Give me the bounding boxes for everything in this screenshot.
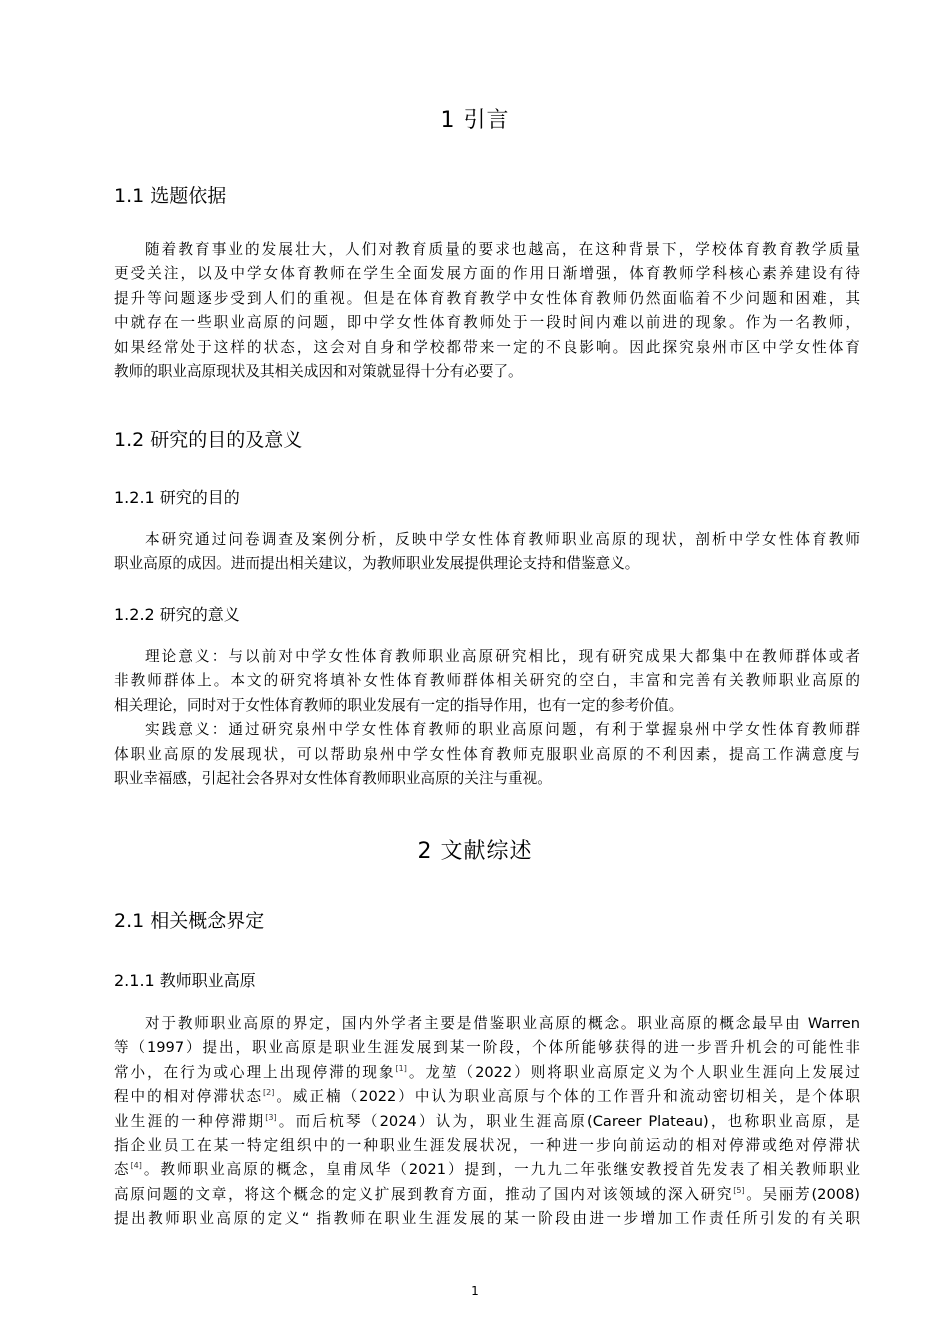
section-2-1-1-paragraph <box>114 1012 860 1232</box>
citation-ref[interactable]: [2] <box>263 1088 275 1098</box>
section-2-1-1-title: 2.1.1 教师职业高原 <box>114 971 256 990</box>
text-line: 指企业员工在某一特定组织中的一种职业生涯发展状况，一种进一步向前运动的相对停滞或绝对停滞状 <box>114 1136 860 1154</box>
text-line: 更受关注，以及中学女体育教师在学生全面发展方面的作用日渐增强，体育教师学科核心素养建设有待 <box>114 265 860 283</box>
text-line <box>114 1183 860 1207</box>
text-line: 随着教育事业的发展壮大，人们对教育质量的要求也越高，在这种背景下，学校体育教育教学质量 <box>145 241 860 258</box>
text-segment: 常小，在行为或心理上出现停滞的现象 <box>114 1063 396 1081</box>
text-segment: 。吴丽芳(2008) <box>744 1185 860 1203</box>
text-line: 教师的职业高原现状及其相关成因和对策就显得十分有必要了。 <box>114 362 523 380</box>
text-segment: 。龙堃（2022）则将职业高原定义为个人职业生涯向上发展过 <box>406 1063 860 1081</box>
text-segment: 态 <box>114 1161 131 1179</box>
text-segment: 业生涯的一种停滞期 <box>114 1112 266 1130</box>
section-1-2-1-paragraph <box>114 528 860 577</box>
citation-ref[interactable]: [5] <box>733 1185 745 1195</box>
citation-ref[interactable]: [1] <box>395 1063 407 1073</box>
text-line: 实践意义：通过研究泉州中学女性体育教师的职业高原问题，有利于掌握泉州中学女性体育教师群 <box>145 721 860 739</box>
text-segment: 程中的相对停滞状态 <box>114 1088 264 1106</box>
text-line: 职业幸福感，引起社会各界对女性体育教师职业高原的关注与重视。 <box>114 769 552 787</box>
section-1-1-title: 1.1 选题依据 <box>114 185 227 207</box>
citation-ref[interactable]: [3] <box>265 1112 277 1122</box>
chapter-2-title: 2 文献综述 <box>417 839 533 864</box>
text-line: 提升等问题逐步受到人们的重视。但是在体育教育教学中女性体育教师仍然面临着不少问题和困难，其 <box>114 289 860 307</box>
section-2-1-title: 2.1 相关概念界定 <box>114 910 265 932</box>
section-1-1-paragraph <box>114 238 860 384</box>
text-line <box>114 1158 860 1182</box>
text-line: 非教师群体上。本文的研究将填补女性体育教师群体相关研究的空白，丰富和完善有关教师职业高原的 <box>114 672 860 690</box>
text-line: 体职业高原的发展现状，可以帮助泉州中学女性体育教师克服职业高原的不利因素，提高工作满意度与 <box>114 745 860 763</box>
text-segment: 。而后杭琴（2024）认为，职业生涯高原(Career Plateau)，也称职业高原，是 <box>276 1112 860 1130</box>
text-line: 理论意义：与以前对中学女性体育教师职业高原研究相比，现有研究成果大都集中在教师群体或者 <box>145 648 860 665</box>
text-line: 提出教师职业高原的定义“ 指教师在职业生涯发展的某一阶段由进一步增加工作责任所引发的有关职 <box>114 1210 860 1228</box>
section-1-2-2-paragraph <box>114 645 860 791</box>
page-number: 1 <box>471 1284 479 1298</box>
text-line <box>114 1085 860 1109</box>
text-line: 对于教师职业高原的界定，国内外学者主要是借鉴职业高原的概念。职业高原的概念最早由 Warren <box>145 1015 860 1032</box>
text-line: 中就存在一些职业高原的问题，即中学女性体育教师处于一段时间内难以前进的现象。作为一名教师， <box>114 314 860 332</box>
text-line: 职业高原的成因。进而提出相关建议，为教师职业发展提供理论支持和借鉴意义。 <box>114 555 640 573</box>
text-line <box>114 1061 860 1085</box>
text-line: 如果经常处于这样的状态，这会对自身和学校都带来一定的不良影响。因此探究泉州市区中学女性体育 <box>114 338 860 356</box>
chapter-1-title: 1 引言 <box>440 108 510 133</box>
citation-ref[interactable]: [4] <box>130 1161 142 1171</box>
section-1-2-1-title: 1.2.1 研究的目的 <box>114 488 240 507</box>
text-segment: 。威正楠（2022）中认为职业高原与个体的工作晋升和流动密切相关，是个体职 <box>274 1088 860 1106</box>
text-line <box>114 1110 860 1134</box>
section-1-2-title: 1.2 研究的目的及意义 <box>114 429 303 451</box>
section-1-2-2-title: 1.2.2 研究的意义 <box>114 605 240 624</box>
text-line: 相关理论，同时对于女性体育教师的职业发展有一定的指导作用，也有一定的参考价值。 <box>114 696 684 714</box>
text-segment: 。教师职业高原的概念，皇甫凤华（2021）提到，一九九二年张继安教授首先发表了相关教师职业 <box>141 1161 860 1179</box>
text-segment: 高原问题的文章，将这个概念的定义扩展到教育方面，推动了国内对该领域的深入研究 <box>114 1185 734 1203</box>
text-line: 等（1997）提出，职业高原是职业生涯发展到某一阶段，个体所能够获得的进一步晋升机会的可能性非 <box>114 1039 860 1057</box>
text-line: 本研究通过问卷调查及案例分析，反映中学女性体育教师职业高原的现状，剖析中学女性体育教师 <box>145 531 860 548</box>
